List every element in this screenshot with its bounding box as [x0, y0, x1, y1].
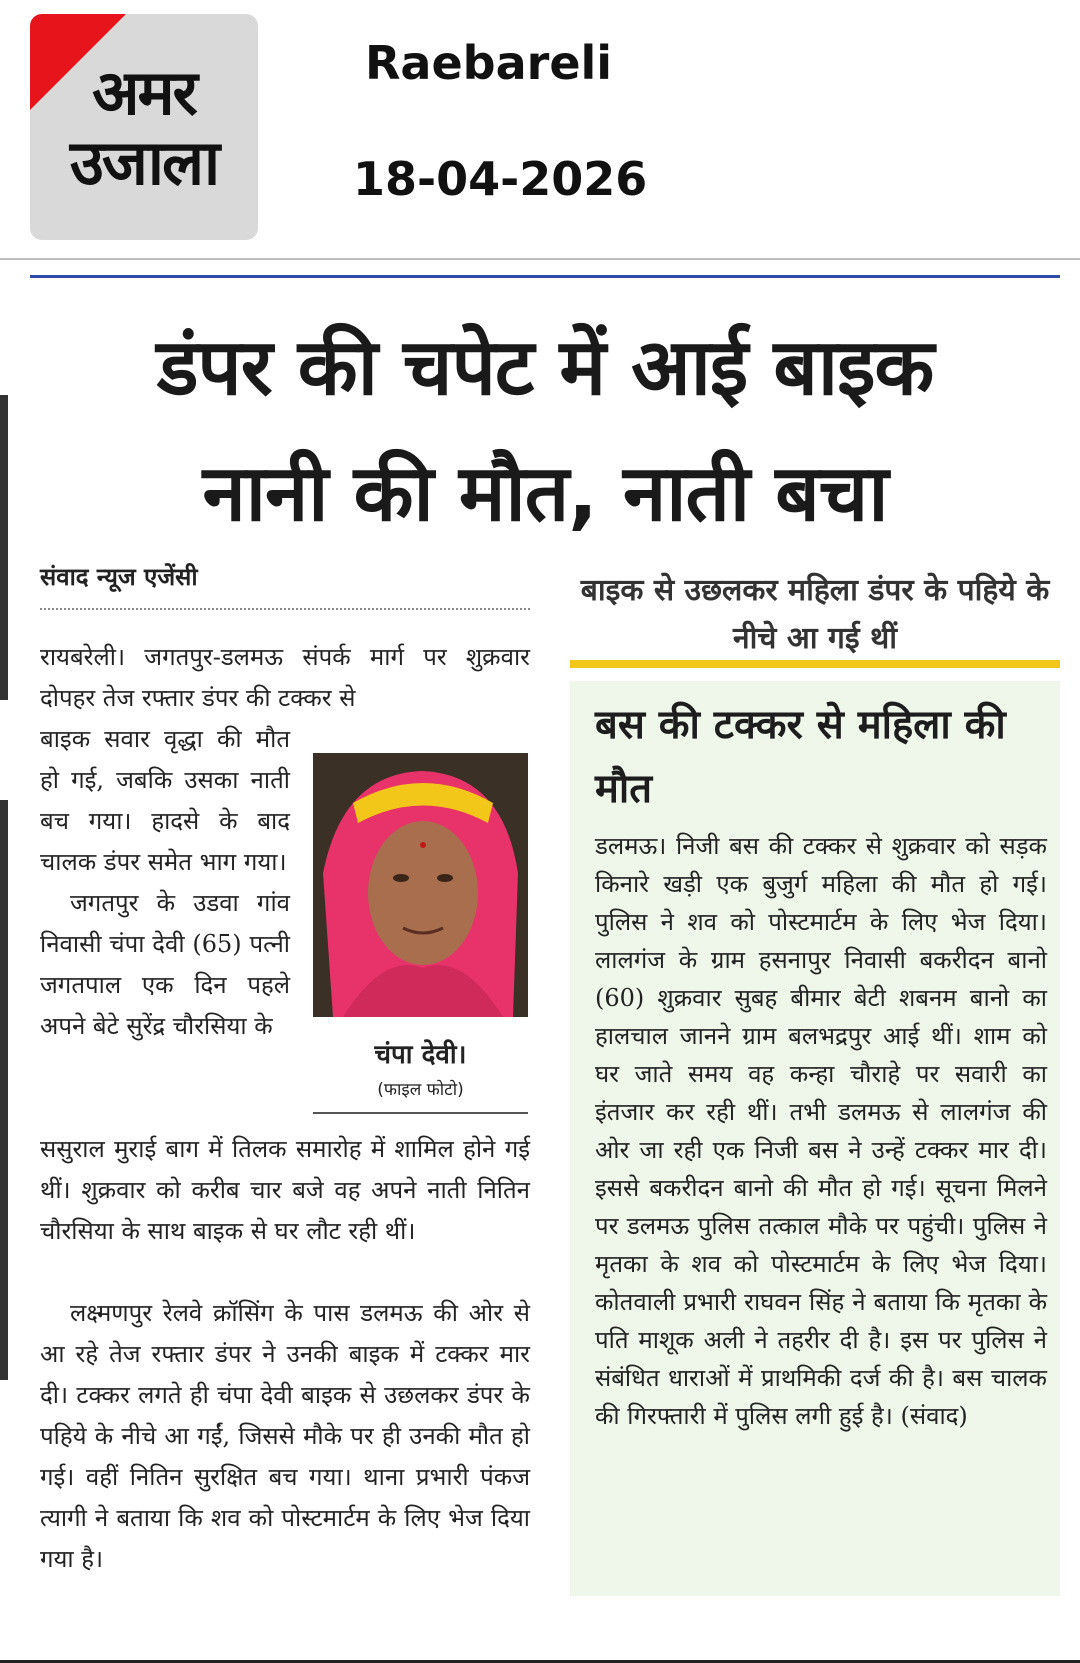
article-paragraph-1-cont: बाइक सवार वृद्धा की मौत हो गई, जबकि उसका नाती बच गया। हादसे के बाद चालक डंपर समेत भाग गया। [40, 725, 290, 876]
champa-devi-photo [313, 753, 528, 1017]
side-story-title: बस की टक्कर से महिला की मौत [595, 702, 1006, 812]
byline-divider [40, 608, 530, 610]
blue-rule [30, 275, 1060, 278]
article-paragraph-2-cont: ससुराल मुराई बाग में तिलक समारोह में शामिल होने गई थीं। शुक्रवार को करीब चार बजे वह अपने नाती नितिन चौरसिया के साथ बाइक से घर लौट रही थीं। [40, 1135, 530, 1245]
headline-line-2: नानी की मौत, नाती बचा [202, 449, 888, 539]
header-divider [0, 258, 1080, 260]
article-wrap-column [40, 719, 290, 1047]
logo-text: अमर उजाला [69, 56, 219, 199]
headline [30, 305, 1060, 557]
edition-date: 18-04-2026 [353, 152, 648, 206]
portrait-image [313, 753, 528, 1017]
caption-divider [313, 1112, 528, 1114]
adjacent-column-edge [0, 800, 8, 1380]
byline: संवाद न्यूज एजेंसी [40, 563, 198, 591]
kicker-underline [570, 660, 1060, 668]
article-paragraph-2-start: जगतपुर के उडवा गांव निवासी चंपा देवी (65) पत्नी जगतपाल एक दिन पहले अपने बेटे सुरेंद्र चौरसिया के [40, 889, 290, 1040]
article-paragraph-1: रायबरेली। जगतपुर-डलमऊ संपर्क मार्ग पर शुक्रवार दोपहर तेज रफ्तार डंपर की टक्कर से [40, 643, 530, 712]
highlight-kicker: बाइक से उछलकर महिला डंपर के पहिये के नीचे आ गई थीं [580, 573, 1050, 656]
article-paragraph-3: लक्ष्मणपुर रेलवे क्रॉसिंग के पास डलमऊ की ओर से आ रहे तेज रफ्तार डंपर ने उनकी बाइक में टक्कर मार दी। टक्कर लगते ही चंपा देवी बाइक से उछलकर डंपर के पहिये के नीचे आ गईं, जिससे मौके पर ही उनकी मौत हो गई। वहीं नितिन सुरक्षित बच गया। थाना प्रभारी पंकज त्यागी ने बताया कि शव को पोस्टमार्टम के लिए भेज दिया गया है। [40, 1299, 530, 1573]
side-story-body: डलमऊ। निजी बस की टक्कर से शुक्रवार को सड़क किनारे खड़ी एक बुजुर्ग महिला की मौत हो गई। पुलिस ने शव को पोस्टमार्टम के लिए भेज दिया। लालगंज के ग्राम हसनापुर निवासी बकरीदन बानो (60) शुक्रवार सुबह बीमार बेटी शबनम बानो का हालचाल जानने ग्राम बलभद्रपुर आई थीं। शाम को घर जाते समय वह कन्हा चौराहे पर सवारी का इंतजार कर रही थीं। तभी डलमऊ से लालगंज की ओर जा रही एक निजी बस ने उन्हें टक्कर मार दी। इससे बकरीदन बानो की मौत हो गई। सूचना मिलने पर डलमऊ पुलिस तत्काल मौके पर पहुंची। पुलिस ने मृतका के शव को पोस्टमार्टम के लिए भेज दिया। कोतवाली प्रभारी राघवन सिंह ने बताया कि मृतका के पति माशूक अली ने तहरीर दी है। इस पर पुलिस ने संबंधित धाराओं में प्राथमिकी दर्ज की है। बस चालक की गिरफ्तारी में पुलिस लगी हुई है। (संवाद) [595, 832, 1047, 1430]
photo-subcaption: (फाइल फोटो) [377, 1080, 464, 1100]
edition-city: Raebareli [365, 36, 613, 90]
amar-ujala-logo [30, 14, 258, 240]
headline-line-1: डंपर की चपेट में आई बाइक [156, 323, 934, 413]
photo-caption: चंपा देवी। [374, 1040, 467, 1070]
adjacent-column-edge [0, 395, 8, 700]
